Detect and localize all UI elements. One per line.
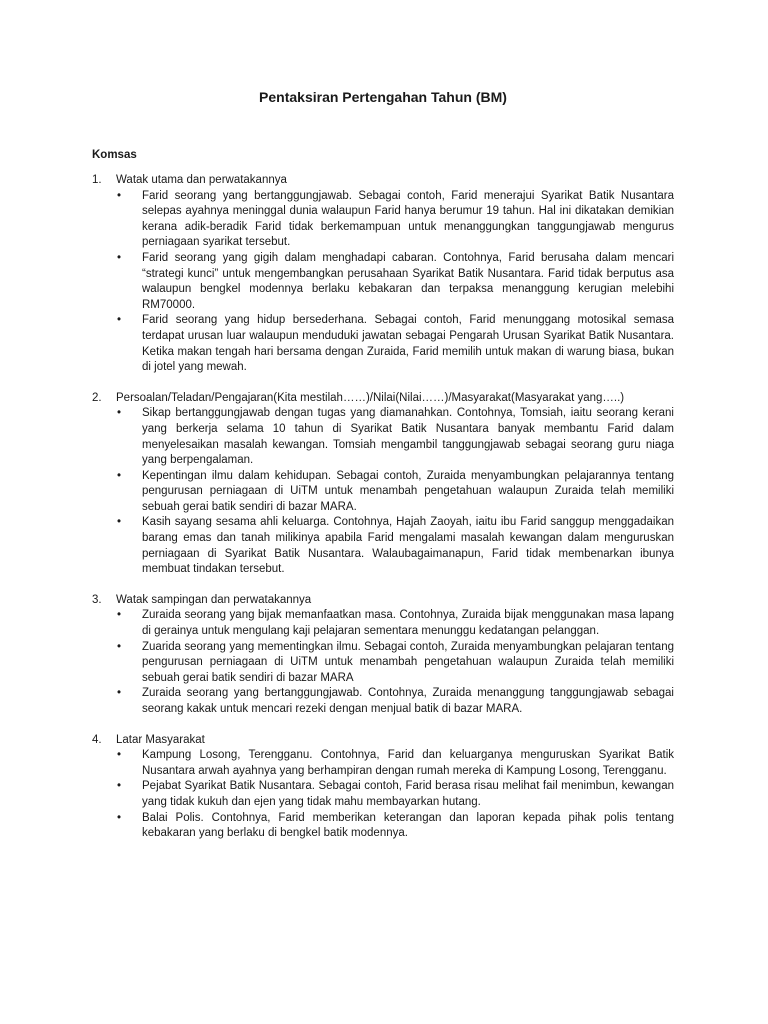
- page-title: Pentaksiran Pertengahan Tahun (BM): [259, 89, 507, 105]
- bullet-text: Farid seorang yang gigih dalam menghadapi cabaran. Contohnya, Farid berusaha dalam mencari “strategi kunci” untuk mengembangkan perusahaan Syarikat Batik Nusantara. Farid tidak berputus asa walaupun bengkel modennya berlaku kebakaran dan terpaksa menanggung kerugian melebihi RM70000.: [142, 251, 674, 311]
- bullet-icon: •: [117, 780, 122, 793]
- bullet-icon: •: [117, 251, 122, 264]
- bullet-text: Kasih sayang sesama ahli keluarga. Contohnya, Hajah Zaoyah, iaitu ibu Farid sanggup menggadaikan barang emas dan tanah milikinya apabila Farid mengalami masalah kewangan dalam menguruskan perniagaan di Syarikat Batik Nusantara. Walaubagaimanapun, Farid tidak membenarkan ibunya membuat tindakan tersebut.: [142, 516, 674, 576]
- list-item: [116, 811, 674, 842]
- section-4: [92, 733, 674, 842]
- bullet-list: [92, 189, 674, 376]
- bullet-text: Farid seorang yang bertanggungjawab. Sebagai contoh, Farid menerajui Syarikat Batik Nusantara selepas ayahnya meninggal dunia walaupun Farid hanya berumur 19 tahun. Hal ini dikatakan demikian kerana adik-beradik Farid tidak berkemampuan untuk menanggungkan tanggungjawab mengurus perniagaan syarikat tersebut.: [142, 189, 674, 249]
- section-2: [92, 391, 674, 578]
- bullet-text: Balai Polis. Contohnya, Farid memberikan keterangan dan laporan kepada pihak polis tentang kebakaran yang berlaku di bengkel batik modennya.: [142, 811, 674, 840]
- bullet-text: Sikap bertanggungjawab dengan tugas yang diamanahkan. Contohnya, Tomsiah, iaitu seorang kerani yang berkerja selama 10 tahun di Syarikat Batik Nusantara banyak membantu Farid dalam menyelesaikan masalah kewangan. Tomsiah mengambil tanggungjawab sebagai seorang guru niaga yang berpengalaman.: [142, 407, 674, 467]
- section-heading-text: Latar Masyarakat: [116, 733, 205, 746]
- section-number: 4.: [92, 733, 102, 746]
- list-item: [116, 640, 674, 687]
- bullet-icon: •: [117, 407, 122, 420]
- bullet-text: Pejabat Syarikat Batik Nusantara. Sebagai contoh, Farid berasa risau melihat fail menimbun, kewangan yang tidak kukuh dan ejen yang tidak mahu membayarkan hutang.: [142, 780, 674, 808]
- bullet-text: Kepentingan ilmu dalam kehidupan. Sebagai contoh, Zuraida menyambungkan pelajarannya tentang pengurusan perniagaan di UiTM untuk menambah pengetahuan walaupun Zuraida telah memiliki sebuah gerai batik sendiri di bazar MARA.: [142, 469, 674, 513]
- list-item: [116, 251, 674, 313]
- section-heading: [92, 593, 674, 609]
- bullet-text: Zuraida seorang yang bijak memanfaatkan masa. Contohnya, Zuraida bijak menggunakan masa lapang di gerainya untuk mengulang kaji pelajaran sementara menunggu kedatangan pelanggan.: [142, 609, 674, 638]
- section-heading-text: Watak sampingan dan perwatakannya: [116, 593, 312, 606]
- section-heading: [92, 733, 674, 749]
- bullet-icon: •: [117, 687, 122, 700]
- list-item: [116, 748, 674, 779]
- section-number: 2.: [92, 391, 102, 404]
- bullet-text: Zuarida seorang yang mementingkan ilmu. Sebagai contoh, Zuraida menyambungkan pelajaran tentang pengurusan perniagaan di UiTM untuk menambah pengetahuan walaupun Zuraida telah memiliki sebuah gerai batik sendiri di bazar MARA: [142, 640, 674, 684]
- bullet-icon: •: [117, 516, 122, 529]
- bullet-list: [92, 748, 674, 842]
- list-item: [116, 515, 674, 577]
- bullet-icon: •: [117, 749, 122, 762]
- bullet-list: [92, 608, 674, 717]
- list-item: [116, 779, 674, 810]
- bullet-icon: •: [117, 609, 122, 622]
- list-item: [116, 313, 674, 375]
- list-item: [116, 189, 674, 251]
- section-heading-text: Watak utama dan perwatakannya: [116, 174, 287, 186]
- list-item: [116, 608, 674, 639]
- bullet-text: Farid seorang yang hidup bersederhana. Sebagai contoh, Farid menunggang motosikal semasa terdapat urusan luar walaupun menduduki jawatan sebagai Pengarah Urusan Syarikat Batik Nusantara. Ketika makan tengah hari bersama dengan Zuraida, Farid memilih untuk makan di warung biasa, bukan di jotel yang mewah.: [142, 314, 674, 374]
- bullet-list: [92, 406, 674, 578]
- section-number: 3.: [92, 593, 102, 606]
- list-item: [116, 406, 674, 468]
- section-1: [92, 173, 674, 376]
- bullet-icon: •: [117, 314, 122, 327]
- section-heading: [92, 391, 674, 407]
- section-heading: [92, 173, 674, 189]
- list-item: [116, 686, 674, 717]
- bullet-text: Kampung Losong, Terengganu. Contohnya, Farid dan keluarganya menguruskan Syarikat Batik Nusantara arwah ayahnya yang berhampiran dengan rumah mereka di Kampung Losong, Terengganu.: [142, 749, 674, 777]
- section-heading-text: Persoalan/Teladan/Pengajaran(Kita mestilah……)/Nilai(Nilai……)/Masyarakat(Masyarakat yang…..): [116, 391, 625, 404]
- section-number: 1.: [92, 174, 102, 186]
- bullet-icon: •: [117, 469, 122, 482]
- bullet-text: Zuraida seorang yang bertanggungjawab. Contohnya, Zuraida menanggung tanggungjawab sebagai seorang kakak untuk mencari rezeki dengan menjual batik di bazar MARA.: [142, 687, 674, 715]
- bullet-icon: •: [117, 640, 122, 653]
- bullet-icon: •: [117, 811, 122, 824]
- bullet-icon: •: [117, 189, 122, 202]
- section-3: [92, 593, 674, 718]
- section-label-komsas: Komsas: [92, 149, 137, 161]
- list-item: [116, 469, 674, 516]
